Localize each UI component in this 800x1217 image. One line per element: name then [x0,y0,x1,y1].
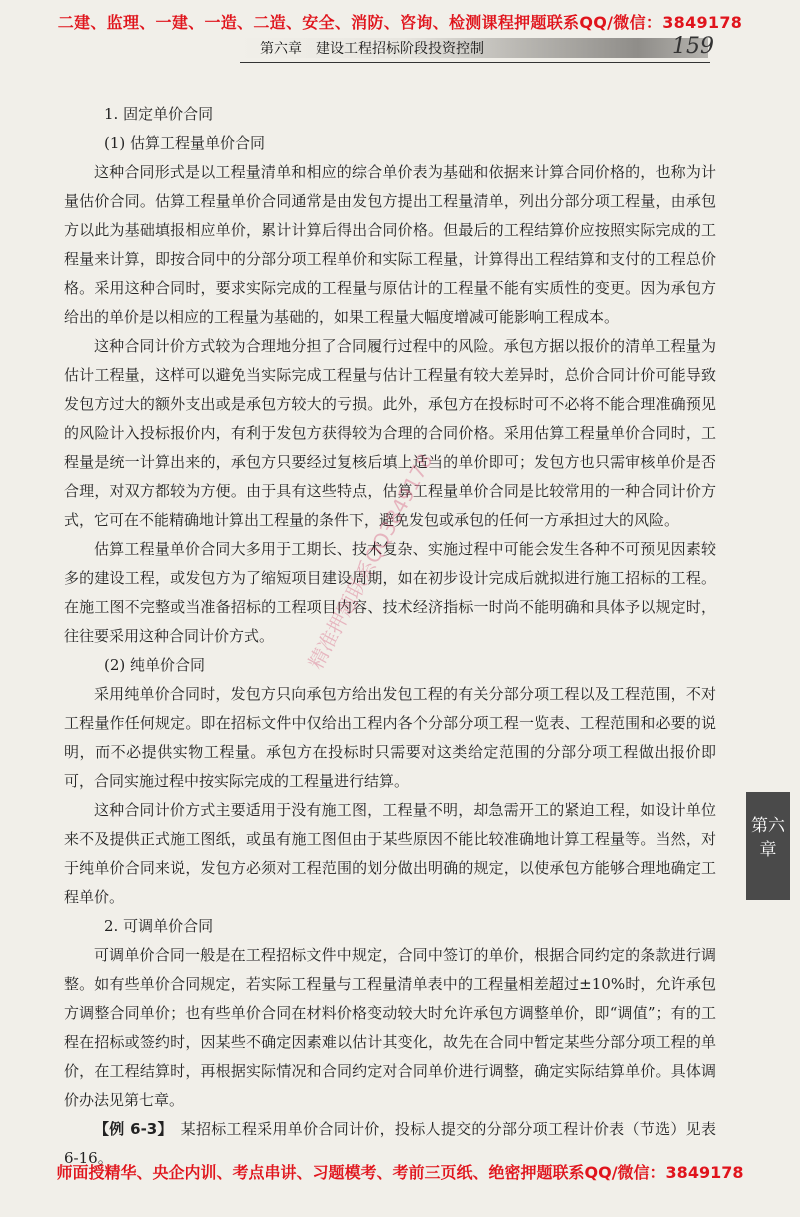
paragraph: 这种合同计价方式主要适用于没有施工图，工程量不明，却急需开工的紧迫工程，如设计单位来不及提供正式施工图纸，或虽有施工图但由于某些原因不能比较准确地计算工程量等。当然，对于纯单价合同来说，发包方必须对工程范围的划分做出明确的规定，以使承包方能够合理地确定工程单价。 [64,801,716,906]
example-text: 某招标工程采用单价合同计价，投标人提交的分部分项工程计价表（节选）见表 6-16。 [64,1120,716,1167]
subsection-heading-pure-unit-price: (2) 纯单价合同 [104,656,206,674]
page-number: 159 [672,34,714,59]
top-banner: 二建、监理、一建、一造、二造、安全、消防、咨询、检测课程押题联系QQ/微信：3849178 [57,13,743,32]
watermark: 精准押题联系QQ3849178 [303,449,438,674]
subsection-heading-estimated-quantity: (1) 估算工程量单价合同 [104,134,266,152]
paragraph: 可调单价合同一般是在工程招标文件中规定，合同中签订的单价，根据合同约定的条款进行调整。如有些单价合同规定，若实际工程量与工程量清单表中的工程量相差超过±10%时，允许承包方调整合同单价；也有些单价合同在材料价格变动较大时允许承包方调整单价，即“调值”；有的工程在招标或签约时，因某些不确定因素难以估计其变化，故先在合同中暂定某些分部分项工程的单价，在工程结算时，再根据实际情况和合同约定对合同单价进行调整，确定实际结算单价。具体调价办法见第七章。 [64,946,716,1109]
page-body [64,100,716,1173]
bottom-banner: 师面授精华、央企内训、考点串讲、习题模考、考前三页纸、绝密押题联系QQ/微信：3849178 [56,1163,744,1182]
section-heading-adjustable-unit-price: 2. 可调单价合同 [104,917,214,935]
paragraph: 这种合同计价方式较为合理地分担了合同履行过程中的风险。承包方据以报价的清单工程量为估计工程量，这样可以避免当实际完成工程量与估计工程量有较大差异时，总价合同计价可能导致发包方过大的额外支出或是承包方较大的亏损。此外，承包方在投标时可不必将不能合理准确预见的风险计入投标报价内，有利于发包方获得较为合理的合同价格。采用估算工程量单价合同时，工程量是统一计算出来的，承包方只要经过复核后填上适当的单价即可；发包方也只需审核单价是否合理，对双方都较为方便。由于具有这些特点，估算工程量单价合同是比较常用的一种合同计价方式，它可在不能精确地计算出工程量的条件下，避免发包或承包的任何一方承担过大的风险。 [64,337,716,529]
chapter-title: 第六章 建设工程招标阶段投资控制 [260,41,484,57]
paragraph: 这种合同形式是以工程量清单和相应的综合单价表为基础和依据来计算合同价格的，也称为计量估价合同。估算工程量单价合同通常是由发包方提出工程量清单，列出分部分项工程量，由承包方以此为基础填报相应单价，累计计算后得出合同价格。但最后的工程结算价应按照实际完成的工程量来计算，即按合同中的分部分项工程单价和实际工程量，计算得出工程结算和支付的工程总价格。采用这种合同时，要求实际完成的工程量与原估计的工程量不能有实质性的变更。因为承包方给出的单价是以相应的工程量为基础的，如果工程量大幅度增减可能影响工程成本。 [64,163,716,326]
chapter-side-tab [746,792,790,900]
paragraph: 估算工程量单价合同大多用于工期长、技术复杂、实施过程中可能会发生各种不可预见因素较多的建设工程，或发包方为了缩短项目建设周期，如在初步设计完成后就拟进行施工招标的工程。在施工图不完整或当准备招标的工程项目内容、技术经济指标一时尚不能明确和具体予以规定时，往往要采用这种合同计价方式。 [64,540,716,645]
side-tab-label: 第六章 [751,816,785,860]
section-heading-fixed-unit-price: 1. 固定单价合同 [104,105,214,123]
paragraph: 采用纯单价合同时，发包方只向承包方给出发包工程的有关分部分项工程以及工程范围，不对工程量作任何规定。即在招标文件中仅给出工程内各个分部分项工程一览表、工程范围和必要的说明，而不必提供实物工程量。承包方在投标时只需要对这类给定范围的分部分项工程做出报价即可，合同实施过程中按实际完成的工程量进行结算。 [64,685,716,790]
example-label: 【例 6-3】 [94,1120,166,1138]
running-head [240,34,714,63]
